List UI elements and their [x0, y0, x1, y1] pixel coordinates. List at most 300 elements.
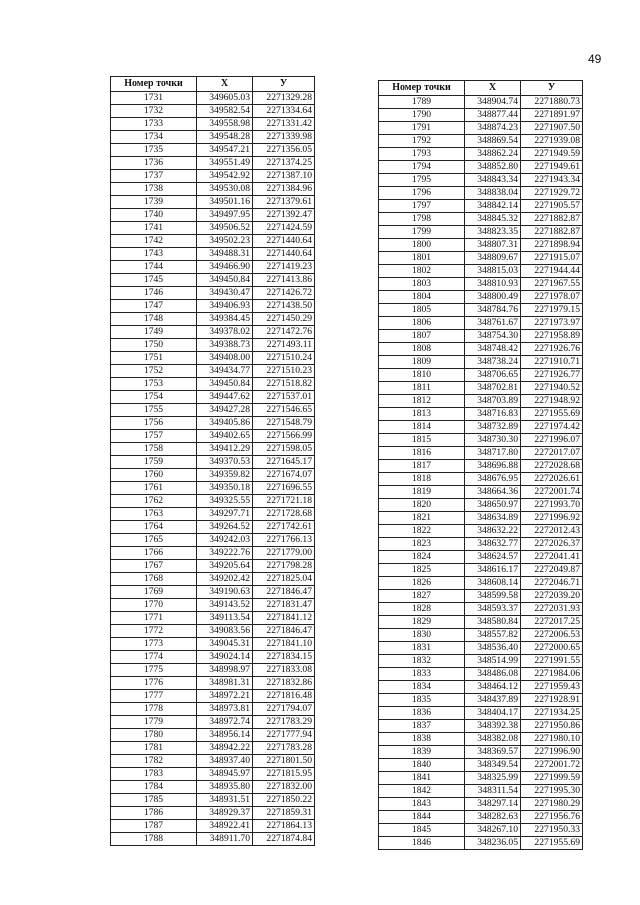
x-coordinate-cell: 349113.54: [197, 612, 253, 625]
x-coordinate-cell: 348349.54: [465, 759, 521, 772]
point-number-cell: 1802: [379, 265, 465, 278]
table-row: [379, 694, 583, 707]
x-coordinate-cell: 348369.57: [465, 746, 521, 759]
y-coordinate-cell: 2271832.00: [253, 781, 315, 794]
point-number-cell: 1731: [111, 92, 197, 105]
y-coordinate-cell: 2271882.87: [521, 226, 583, 239]
y-coordinate-cell: 2272017.25: [521, 616, 583, 629]
point-number-cell: 1757: [111, 430, 197, 443]
y-coordinate-cell: 2271548.79: [253, 417, 315, 430]
x-coordinate-cell: 348972.74: [197, 716, 253, 729]
y-coordinate-cell: 2271392.47: [253, 209, 315, 222]
x-coordinate-cell: 348599.58: [465, 590, 521, 603]
y-coordinate-cell: 2271518.82: [253, 378, 315, 391]
x-coordinate-cell: 349497.95: [197, 209, 253, 222]
y-coordinate-cell: 2271926.77: [521, 369, 583, 382]
y-coordinate-cell: 2271777.94: [253, 729, 315, 742]
y-coordinate-cell: 2272001.74: [521, 486, 583, 499]
point-number-cell: 1748: [111, 313, 197, 326]
x-coordinate-cell: 348703.89: [465, 395, 521, 408]
y-coordinate-cell: 2271825.04: [253, 573, 315, 586]
y-coordinate-cell: 2271566.99: [253, 430, 315, 443]
y-coordinate-cell: 2271948.92: [521, 395, 583, 408]
table-row: [379, 486, 583, 499]
header-y: У: [521, 81, 583, 96]
point-number-cell: 1742: [111, 235, 197, 248]
x-coordinate-cell: 348973.81: [197, 703, 253, 716]
table-row: [111, 404, 315, 417]
point-number-cell: 1824: [379, 551, 465, 564]
point-number-cell: 1793: [379, 148, 465, 161]
x-coordinate-cell: 348929.37: [197, 807, 253, 820]
x-coordinate-cell: 349402.65: [197, 430, 253, 443]
table-row: [379, 460, 583, 473]
y-coordinate-cell: 2271907.50: [521, 122, 583, 135]
x-coordinate-cell: 348557.82: [465, 629, 521, 642]
table-row: [379, 148, 583, 161]
table-row: [111, 300, 315, 313]
y-coordinate-cell: 2272039.20: [521, 590, 583, 603]
point-number-cell: 1808: [379, 343, 465, 356]
point-number-cell: 1818: [379, 473, 465, 486]
y-coordinate-cell: 2271980.29: [521, 798, 583, 811]
y-coordinate-cell: 2271766.13: [253, 534, 315, 547]
x-coordinate-cell: 348297.14: [465, 798, 521, 811]
x-coordinate-cell: 349045.31: [197, 638, 253, 651]
point-number-cell: 1809: [379, 356, 465, 369]
point-number-cell: 1788: [111, 833, 197, 846]
table-row: [379, 278, 583, 291]
point-number-cell: 1819: [379, 486, 465, 499]
y-coordinate-cell: 2271995.30: [521, 785, 583, 798]
x-coordinate-cell: 349378.02: [197, 326, 253, 339]
y-coordinate-cell: 2271598.05: [253, 443, 315, 456]
point-number-cell: 1750: [111, 339, 197, 352]
table-row: [111, 547, 315, 560]
x-coordinate-cell: 348922.41: [197, 820, 253, 833]
point-number-cell: 1800: [379, 239, 465, 252]
x-coordinate-cell: 348514.99: [465, 655, 521, 668]
table-row: [379, 265, 583, 278]
x-coordinate-cell: 348464.12: [465, 681, 521, 694]
point-number-cell: 1789: [379, 96, 465, 109]
y-coordinate-cell: 2271645.17: [253, 456, 315, 469]
x-coordinate-cell: 348676.95: [465, 473, 521, 486]
table-row: [379, 252, 583, 265]
point-number-cell: 1823: [379, 538, 465, 551]
y-coordinate-cell: 2271958.89: [521, 330, 583, 343]
y-coordinate-cell: 2271801.50: [253, 755, 315, 768]
point-number-cell: 1744: [111, 261, 197, 274]
x-coordinate-cell: 348800.49: [465, 291, 521, 304]
table-row: [111, 781, 315, 794]
table-row: [379, 122, 583, 135]
point-number-cell: 1749: [111, 326, 197, 339]
point-number-cell: 1805: [379, 304, 465, 317]
table-row: [379, 642, 583, 655]
x-coordinate-cell: 348706.65: [465, 369, 521, 382]
point-number-cell: 1732: [111, 105, 197, 118]
y-coordinate-cell: 2271440.64: [253, 235, 315, 248]
point-number-cell: 1770: [111, 599, 197, 612]
table-row: [111, 612, 315, 625]
table-row: [111, 378, 315, 391]
point-number-cell: 1798: [379, 213, 465, 226]
coordinates-table-left: [110, 76, 315, 846]
point-number-cell: 1752: [111, 365, 197, 378]
x-coordinate-cell: 348632.77: [465, 538, 521, 551]
y-coordinate-cell: 2271950.86: [521, 720, 583, 733]
y-coordinate-cell: 2271816.48: [253, 690, 315, 703]
table-row: [111, 287, 315, 300]
table-row: [379, 512, 583, 525]
x-coordinate-cell: 348738.24: [465, 356, 521, 369]
point-number-cell: 1825: [379, 564, 465, 577]
point-number-cell: 1771: [111, 612, 197, 625]
x-coordinate-cell: 348486.08: [465, 668, 521, 681]
table-row: [111, 586, 315, 599]
y-coordinate-cell: 2271833.08: [253, 664, 315, 677]
x-coordinate-cell: 348935.80: [197, 781, 253, 794]
point-number-cell: 1796: [379, 187, 465, 200]
table-row: [111, 625, 315, 638]
point-number-cell: 1755: [111, 404, 197, 417]
point-number-cell: 1817: [379, 460, 465, 473]
x-coordinate-cell: 349264.52: [197, 521, 253, 534]
header-y: У: [253, 77, 315, 92]
point-number-cell: 1811: [379, 382, 465, 395]
table-row: [111, 118, 315, 131]
x-coordinate-cell: 349350.18: [197, 482, 253, 495]
point-number-cell: 1810: [379, 369, 465, 382]
point-number-cell: 1739: [111, 196, 197, 209]
point-number-cell: 1781: [111, 742, 197, 755]
point-number-cell: 1736: [111, 157, 197, 170]
y-coordinate-cell: 2272012.43: [521, 525, 583, 538]
y-coordinate-cell: 2271384.96: [253, 183, 315, 196]
x-coordinate-cell: 349242.03: [197, 534, 253, 547]
y-coordinate-cell: 2271874.84: [253, 833, 315, 846]
point-number-cell: 1838: [379, 733, 465, 746]
point-number-cell: 1751: [111, 352, 197, 365]
x-coordinate-cell: 349325.55: [197, 495, 253, 508]
table-row: [379, 473, 583, 486]
table-row: [379, 603, 583, 616]
y-coordinate-cell: 2271834.15: [253, 651, 315, 664]
y-coordinate-cell: 2271438.50: [253, 300, 315, 313]
table-header: [379, 81, 583, 96]
table-row: [111, 729, 315, 742]
point-number-cell: 1841: [379, 772, 465, 785]
point-number-cell: 1765: [111, 534, 197, 547]
y-coordinate-cell: 2271928.91: [521, 694, 583, 707]
y-coordinate-cell: 2271979.15: [521, 304, 583, 317]
x-coordinate-cell: 348748.42: [465, 343, 521, 356]
table-row: [111, 183, 315, 196]
y-coordinate-cell: 2271426.72: [253, 287, 315, 300]
y-coordinate-cell: 2271910.71: [521, 356, 583, 369]
y-coordinate-cell: 2271967.55: [521, 278, 583, 291]
y-coordinate-cell: 2271419.23: [253, 261, 315, 274]
point-number-cell: 1832: [379, 655, 465, 668]
y-coordinate-cell: 2271742.61: [253, 521, 315, 534]
y-coordinate-cell: 2271980.10: [521, 733, 583, 746]
header-x: X: [197, 77, 253, 92]
table-row: [379, 395, 583, 408]
x-coordinate-cell: 349384.45: [197, 313, 253, 326]
y-coordinate-cell: 2271950.33: [521, 824, 583, 837]
table-row: [379, 200, 583, 213]
table-header: [111, 77, 315, 92]
point-number-cell: 1784: [111, 781, 197, 794]
y-coordinate-cell: 2271999.59: [521, 772, 583, 785]
point-number-cell: 1760: [111, 469, 197, 482]
x-coordinate-cell: 349359.82: [197, 469, 253, 482]
point-number-cell: 1762: [111, 495, 197, 508]
x-coordinate-cell: 348810.93: [465, 278, 521, 291]
y-coordinate-cell: 2271493.11: [253, 339, 315, 352]
point-number-cell: 1774: [111, 651, 197, 664]
point-number-cell: 1761: [111, 482, 197, 495]
point-number-cell: 1734: [111, 131, 197, 144]
x-coordinate-cell: 348784.76: [465, 304, 521, 317]
table-row: [111, 170, 315, 183]
point-number-cell: 1745: [111, 274, 197, 287]
x-coordinate-cell: 349434.77: [197, 365, 253, 378]
table-row: [379, 746, 583, 759]
y-coordinate-cell: 2272031.93: [521, 603, 583, 616]
x-coordinate-cell: 349370.53: [197, 456, 253, 469]
x-coordinate-cell: 348904.74: [465, 96, 521, 109]
x-coordinate-cell: 348267.10: [465, 824, 521, 837]
table-row: [111, 261, 315, 274]
table-row: [111, 807, 315, 820]
x-coordinate-cell: 348842.14: [465, 200, 521, 213]
point-number-cell: 1773: [111, 638, 197, 651]
x-coordinate-cell: 349427.28: [197, 404, 253, 417]
y-coordinate-cell: 2271929.72: [521, 187, 583, 200]
table-row: [111, 313, 315, 326]
point-number-cell: 1821: [379, 512, 465, 525]
y-coordinate-cell: 2271996.07: [521, 434, 583, 447]
x-coordinate-cell: 349412.29: [197, 443, 253, 456]
table-row: [111, 105, 315, 118]
table-row: [379, 525, 583, 538]
table-row: [379, 551, 583, 564]
table-row: [111, 690, 315, 703]
table-row: [111, 651, 315, 664]
point-number-cell: 1733: [111, 118, 197, 131]
y-coordinate-cell: 2271374.25: [253, 157, 315, 170]
table-row: [111, 391, 315, 404]
point-number-cell: 1759: [111, 456, 197, 469]
table-row: [379, 811, 583, 824]
x-coordinate-cell: 348382.08: [465, 733, 521, 746]
table-row: [379, 226, 583, 239]
point-number-cell: 1746: [111, 287, 197, 300]
point-number-cell: 1778: [111, 703, 197, 716]
table-row: [111, 716, 315, 729]
x-coordinate-cell: 348236.05: [465, 837, 521, 850]
table-row: [379, 785, 583, 798]
y-coordinate-cell: 2271841.12: [253, 612, 315, 625]
coordinates-table-right: [378, 80, 583, 850]
table-row: [379, 135, 583, 148]
x-coordinate-cell: 349605.03: [197, 92, 253, 105]
y-coordinate-cell: 2271940.52: [521, 382, 583, 395]
table-row: [379, 239, 583, 252]
table-row: [379, 291, 583, 304]
y-coordinate-cell: 2272041.41: [521, 551, 583, 564]
header-point-number: Номер точки: [379, 81, 465, 96]
y-coordinate-cell: 2271926.76: [521, 343, 583, 356]
x-coordinate-cell: 348877.44: [465, 109, 521, 122]
point-number-cell: 1779: [111, 716, 197, 729]
y-coordinate-cell: 2271939.08: [521, 135, 583, 148]
y-coordinate-cell: 2271978.07: [521, 291, 583, 304]
table-row: [379, 824, 583, 837]
y-coordinate-cell: 2271943.34: [521, 174, 583, 187]
y-coordinate-cell: 2271379.61: [253, 196, 315, 209]
table-row: [111, 755, 315, 768]
x-coordinate-cell: 348843.34: [465, 174, 521, 187]
table-row: [111, 339, 315, 352]
point-number-cell: 1792: [379, 135, 465, 148]
x-coordinate-cell: 348325.99: [465, 772, 521, 785]
table-row: [379, 343, 583, 356]
x-coordinate-cell: 348282.63: [465, 811, 521, 824]
x-coordinate-cell: 349466.90: [197, 261, 253, 274]
table-row: [379, 187, 583, 200]
x-coordinate-cell: 349530.08: [197, 183, 253, 196]
table-row: [379, 681, 583, 694]
table-row: [379, 408, 583, 421]
point-number-cell: 1743: [111, 248, 197, 261]
x-coordinate-cell: 349143.52: [197, 599, 253, 612]
y-coordinate-cell: 2271815.95: [253, 768, 315, 781]
point-number-cell: 1833: [379, 668, 465, 681]
table-row: [111, 820, 315, 833]
table-row: [111, 196, 315, 209]
y-coordinate-cell: 2271949.59: [521, 148, 583, 161]
point-number-cell: 1783: [111, 768, 197, 781]
x-coordinate-cell: 349388.73: [197, 339, 253, 352]
point-number-cell: 1846: [379, 837, 465, 850]
point-number-cell: 1768: [111, 573, 197, 586]
table-row: [111, 131, 315, 144]
y-coordinate-cell: 2271440.64: [253, 248, 315, 261]
y-coordinate-cell: 2271891.97: [521, 109, 583, 122]
y-coordinate-cell: 2271846.47: [253, 586, 315, 599]
point-number-cell: 1735: [111, 144, 197, 157]
y-coordinate-cell: 2271984.06: [521, 668, 583, 681]
y-coordinate-cell: 2271846.47: [253, 625, 315, 638]
point-number-cell: 1776: [111, 677, 197, 690]
x-coordinate-cell: 348593.37: [465, 603, 521, 616]
x-coordinate-cell: 349548.28: [197, 131, 253, 144]
y-coordinate-cell: 2271841.10: [253, 638, 315, 651]
table-row: [379, 161, 583, 174]
x-coordinate-cell: 348716.83: [465, 408, 521, 421]
table-row: [379, 356, 583, 369]
x-coordinate-cell: 349502.23: [197, 235, 253, 248]
table-row: [379, 499, 583, 512]
x-coordinate-cell: 348634.89: [465, 512, 521, 525]
table-row: [111, 833, 315, 846]
y-coordinate-cell: 2271898.94: [521, 239, 583, 252]
table-row: [379, 590, 583, 603]
table-row: [111, 599, 315, 612]
x-coordinate-cell: 349024.14: [197, 651, 253, 664]
table-row: [379, 655, 583, 668]
table-row: [379, 629, 583, 642]
table-row: [111, 521, 315, 534]
table-row: [111, 352, 315, 365]
table-row: [379, 538, 583, 551]
table-row: [379, 174, 583, 187]
x-coordinate-cell: 349190.63: [197, 586, 253, 599]
point-number-cell: 1772: [111, 625, 197, 638]
table-row: [111, 365, 315, 378]
y-coordinate-cell: 2271934.25: [521, 707, 583, 720]
y-coordinate-cell: 2271721.18: [253, 495, 315, 508]
point-number-cell: 1803: [379, 278, 465, 291]
y-coordinate-cell: 2271944.44: [521, 265, 583, 278]
y-coordinate-cell: 2272028.68: [521, 460, 583, 473]
x-coordinate-cell: 348809.67: [465, 252, 521, 265]
x-coordinate-cell: 348931.51: [197, 794, 253, 807]
y-coordinate-cell: 2271832.86: [253, 677, 315, 690]
y-coordinate-cell: 2271387.10: [253, 170, 315, 183]
table-row: [379, 798, 583, 811]
y-coordinate-cell: 2271546.65: [253, 404, 315, 417]
table-row: [379, 707, 583, 720]
point-number-cell: 1754: [111, 391, 197, 404]
point-number-cell: 1830: [379, 629, 465, 642]
point-number-cell: 1738: [111, 183, 197, 196]
y-coordinate-cell: 2271794.07: [253, 703, 315, 716]
x-coordinate-cell: 348981.31: [197, 677, 253, 690]
x-coordinate-cell: 349506.52: [197, 222, 253, 235]
table-row: [379, 369, 583, 382]
point-number-cell: 1812: [379, 395, 465, 408]
x-coordinate-cell: 348730.30: [465, 434, 521, 447]
point-number-cell: 1791: [379, 122, 465, 135]
y-coordinate-cell: 2271472.76: [253, 326, 315, 339]
y-coordinate-cell: 2271880.73: [521, 96, 583, 109]
point-number-cell: 1775: [111, 664, 197, 677]
x-coordinate-cell: 348874.23: [465, 122, 521, 135]
y-coordinate-cell: 2271973.97: [521, 317, 583, 330]
x-coordinate-cell: 349202.42: [197, 573, 253, 586]
point-number-cell: 1831: [379, 642, 465, 655]
table-row: [111, 638, 315, 651]
table-row: [111, 222, 315, 235]
table-row: [379, 330, 583, 343]
y-coordinate-cell: 2271783.28: [253, 742, 315, 755]
x-coordinate-cell: 349551.49: [197, 157, 253, 170]
table-row: [111, 560, 315, 573]
x-coordinate-cell: 348807.31: [465, 239, 521, 252]
y-coordinate-cell: 2271915.07: [521, 252, 583, 265]
point-number-cell: 1822: [379, 525, 465, 538]
point-number-cell: 1780: [111, 729, 197, 742]
x-coordinate-cell: 348664.36: [465, 486, 521, 499]
table-row: [379, 772, 583, 785]
y-coordinate-cell: 2272049.87: [521, 564, 583, 577]
y-coordinate-cell: 2271956.76: [521, 811, 583, 824]
x-coordinate-cell: 348838.04: [465, 187, 521, 200]
